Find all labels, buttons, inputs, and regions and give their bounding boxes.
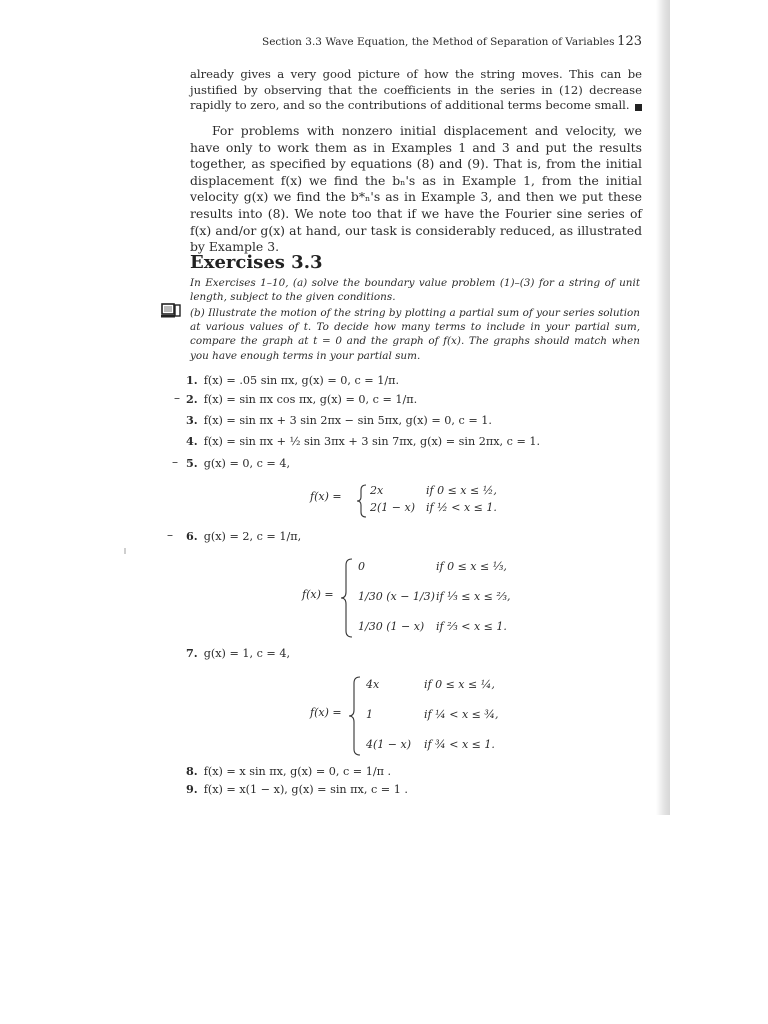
left-brace xyxy=(340,558,354,638)
case-cond: if ¾ < x ≤ 1. xyxy=(424,738,495,751)
piecewise-lhs: f(x) = xyxy=(302,588,334,601)
exercise-number: 7. xyxy=(186,646,198,660)
case-expr: 4(1 − x) xyxy=(366,738,411,751)
case-cond: if 0 ≤ x ≤ ⅓, xyxy=(436,560,507,573)
left-brace xyxy=(348,676,362,756)
exercise-text: f(x) = sin πx + 3 sin 2πx − sin 5πx, g(x) = 0, c = 1. xyxy=(203,414,492,427)
exercise-number: 8. xyxy=(186,764,198,778)
section-title: Section 3.3 Wave Equation, the Method of Separation of Variables xyxy=(262,36,615,48)
exercises-heading: Exercises 3.3 xyxy=(190,252,323,273)
paragraph-2: For problems with nonzero initial displacement and velocity, we have only to work them as in Examples 1 and 3 and put the results together, as specified by equations (8) and (9). That is, from the initial displacement f(x) we find the bₙ's as in Example 1, from the initial velocity g(x) we find the b*ₙ's as in Example 3, and then we put these results into (8). We note too that if we have the Fourier sine series of f(x) and/or g(x) at hand, our task is considerably reduced, as illustrated by Example 3. xyxy=(190,123,642,255)
page-edge-shadow xyxy=(656,0,670,815)
running-header xyxy=(262,36,642,48)
exercise-text: f(x) = sin πx cos πx, g(x) = 0, c = 1/π. xyxy=(203,393,418,406)
case-cond: if ⅓ ≤ x ≤ ⅔, xyxy=(436,590,511,603)
exercise-text: g(x) = 0, c = 4, xyxy=(203,457,291,470)
case-expr: 0 xyxy=(358,560,365,573)
exercise-number: 4. xyxy=(186,434,198,448)
exercise-text: f(x) = x sin πx, g(x) = 0, c = 1/π . xyxy=(203,765,392,778)
case-expr: 1 xyxy=(366,708,373,721)
scan-speck xyxy=(124,548,126,554)
margin-dash-mark: – xyxy=(172,455,178,469)
case-cond: if 0 ≤ x ≤ ¼, xyxy=(424,678,495,691)
exercise-number: 2. xyxy=(186,392,198,406)
exercise-number: 5. xyxy=(186,456,198,470)
exercise-number: 3. xyxy=(186,413,198,427)
margin-dash-mark: – xyxy=(174,391,180,405)
case-expr: 1/30 (x − 1/3) xyxy=(358,590,435,603)
case-cond: if 0 ≤ x ≤ ½, xyxy=(426,484,497,497)
case-expr: 4x xyxy=(366,678,380,691)
case-cond: if ½ < x ≤ 1. xyxy=(426,501,497,514)
computer-icon xyxy=(161,303,181,318)
exercise-8 xyxy=(186,764,391,778)
exercise-3 xyxy=(186,413,492,427)
exercise-6 xyxy=(186,529,301,543)
case-expr: 1/30 (1 − x) xyxy=(358,620,425,633)
end-of-proof-square-icon xyxy=(635,104,642,111)
page-number: 123 xyxy=(617,34,642,49)
case-cond: if ⅔ < x ≤ 1. xyxy=(436,620,507,633)
exercise-text: g(x) = 2, c = 1/π, xyxy=(203,530,302,543)
exercise-4 xyxy=(186,434,540,448)
case-cond: if ¼ < x ≤ ¾, xyxy=(424,708,499,721)
exercise-number: 6. xyxy=(186,529,198,543)
exercise-5 xyxy=(186,456,290,470)
exercise-text: f(x) = .05 sin πx, g(x) = 0, c = 1/π. xyxy=(203,374,400,387)
piecewise-lhs: f(x) = xyxy=(310,706,342,719)
exercise-text: f(x) = sin πx + ½ sin 3πx + 3 sin 7πx, g(x) = sin 2πx, c = 1. xyxy=(203,435,541,448)
exercise-9 xyxy=(186,782,408,796)
exercise-7 xyxy=(186,646,290,660)
left-brace xyxy=(356,484,368,518)
exercise-number: 9. xyxy=(186,782,198,796)
exercise-text: f(x) = x(1 − x), g(x) = sin πx, c = 1 . xyxy=(203,783,408,796)
paragraph-continuation xyxy=(190,67,642,114)
piecewise-lhs: f(x) = xyxy=(310,490,342,503)
paragraph-1-text: already gives a very good picture of how the string moves. This can be justified by observing that the coefficients in the series in (12) decrease rapidly to zero, and so the contributions of additional terms become small. xyxy=(190,67,642,112)
exercise-text: g(x) = 1, c = 4, xyxy=(203,647,291,660)
case-expr: 2(1 − x) xyxy=(370,501,415,514)
exercise-2 xyxy=(186,392,417,406)
case-expr: 2x xyxy=(370,484,384,497)
exercise-number: 1. xyxy=(186,373,198,387)
exercises-intro-a: In Exercises 1–10, (a) solve the boundary value problem (1)–(3) for a string of unit length, subject to the given conditions. xyxy=(190,277,640,304)
margin-dash-mark: – xyxy=(167,528,173,542)
exercises-intro-b: (b) Illustrate the motion of the string by plotting a partial sum of your series solution at various values of t. To decide how many terms to include in your partial sum, compare the graph at t = 0 and the graph of f(x). The graphs should match when you have enough terms in your partial sum. xyxy=(190,307,640,362)
exercise-1 xyxy=(186,373,399,387)
